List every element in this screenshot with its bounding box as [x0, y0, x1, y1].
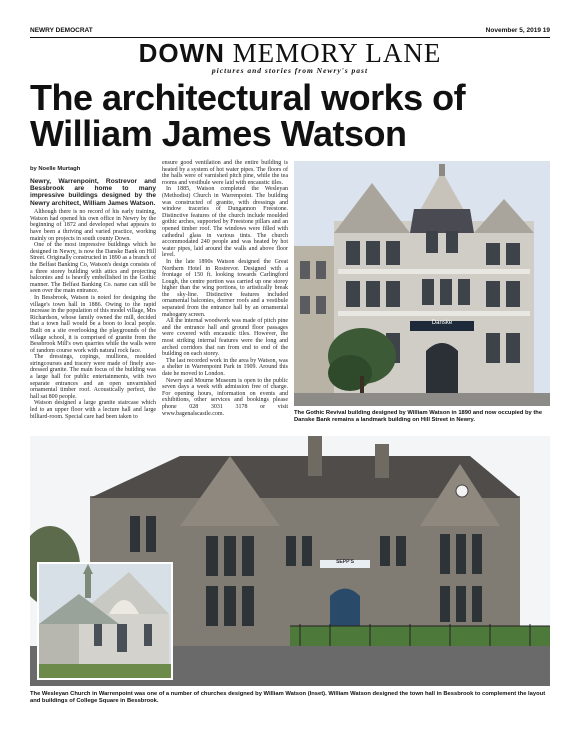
photo-danske-bank-building [294, 161, 550, 406]
article-paragraph: Watson designed a large granite staircase which led to an upper floor with a lecture hall and large billiard-room. Special care had been taken to [30, 400, 156, 420]
article-byline: by Noelle Murtagh [30, 166, 81, 172]
article-paragraph: In 1885, Watson completed the Wesleyan (Methodist) Church in Warrenpoint. The building was constructed of granite, with dressings and window traceries of Dungannon Freestone. Distinctive features of the church include moulded gothic arches, supported by Freestone pillars and an opened timber roof. The windows were filled with cathedral glass in various tints. The church accommodated 240 people and was heated by hot water pipes, laid around the walls and above floor level. [162, 186, 288, 259]
article-paragraph: Newry and Mourne Museum is open to the public seven days a week with admission free of charge. For opening hours, information on events and exhibitions, other services and bookings please phone 028 3031 3178 or visit www.bagenalscastle.com. [162, 377, 288, 417]
article-headline: The architectural works of William James Watson [30, 77, 466, 154]
publication-name: NEWRY DEMOCRAT [30, 27, 93, 34]
photo-caption-town-hall: The Wesleyan Church in Warrenpoint was one of a number of churches designed by William Watson (Inset). William Watson designed the town hall in Bessbrook to complement the layout and buildings of College Square in Bessbrook. [30, 691, 546, 704]
article-paragraph: In the late 1890s Watson designed the Great Northern Hotel in Rostrevor. Designed with a frontage of 150 ft. looking towards Carlingford Lough, the centre portion was carried up one storey higher than the wing portions, to artistically break the sky-line. Distinctive features included ornamental balconies, dormer roofs and a vestibule separated from the entrance hall by an ornamental mahogany screen. [162, 258, 288, 318]
article-paragraph: The dressings, copings, mullions, moulded stringcourses and tracery were made of finely axe-dressed granite. The main focus of the building was a large hall for public entertainments, with two separate entrances and an open unvarnished ornamental timber roof. Acoustically perfect, the hall sat 800 people. [30, 354, 156, 400]
masthead [30, 38, 550, 80]
town-hall-sign: SEPP'S [336, 559, 354, 565]
masthead-subtitle: pictures and stories from Newry's past [211, 66, 369, 75]
article-column-1 [30, 166, 156, 420]
article-paragraph: One of the most impressive buildings which he designed in Newry, is now the Danske Bank on Hill Street. Originally constructed in 1890 as a branch of the Belfast Banking Co, Watson's design consists of a three storey building with attics and projecting balconies and is heavily embellished in the Gothic manner. The Belfast Banking Co. name can still be seen over the main entrance. [30, 242, 156, 295]
masthead-title-rest: MEMORY LANE [232, 38, 442, 68]
date-page-number: November 5, 2019 19 [485, 27, 550, 34]
bank-building-illustration [294, 161, 550, 406]
masthead-title-down: DOWN [138, 38, 225, 68]
article-lede: Newry, Warrenpoint, Rostrevor and Bessbrook are home to many impressive buildings designed by the Newry architect, William James Watson. [30, 177, 156, 207]
article-paragraph: In Bessbrook, Watson is noted for designing the village's town hall in 1886. Owing to the rapid increase in the population of this model village, Mrs Richardson, whose family owned the mill, decided that a town hall would be a boon to local people. Built on a site overlooking the playgrounds of the village school, it is comprised of granite from the Bessbrook Mill's own quarries while the walls were of random course work with natural rock face. [30, 294, 156, 354]
article-paragraph: ensure good ventilation and the entire building is heated by a system of hot water pipes. The floors of the halls were of varnished pitch pine, while the tea rooms and vestibule were laid with encaustic tiles. [162, 160, 288, 186]
article-paragraph: The last recorded work in the area by Watson, was a shelter in Warrenpoint Park in 1909. Around this date he moved to London. [162, 357, 288, 377]
masthead-title [30, 38, 550, 68]
church-illustration [39, 564, 171, 678]
photo-caption-bank: The Gothic Revival building designed by William Watson in 1890 and now occupied by the Danske Bank remains a landmark building on Hill Street in Newry. [294, 410, 543, 423]
article-column-2 [162, 160, 288, 417]
article-paragraph: Although there is no record of his early training, Watson had opened his own office in Newry by the beginning of 1872 and developed what appears to have been a thriving and varied practice, working mainly on projects in south county Down. [30, 209, 156, 242]
page-header [30, 27, 550, 37]
article-paragraph: All the internal woodwork was made of pitch pine and the entrance hall and ground floor passages were covered with encaustic tiles. However, the most striking internal features were the long and arched corridors that ran from end to end of the building on each storey. [162, 318, 288, 358]
inset-photo-wesleyan-church [37, 562, 173, 680]
bank-sign: Danske [431, 320, 453, 326]
